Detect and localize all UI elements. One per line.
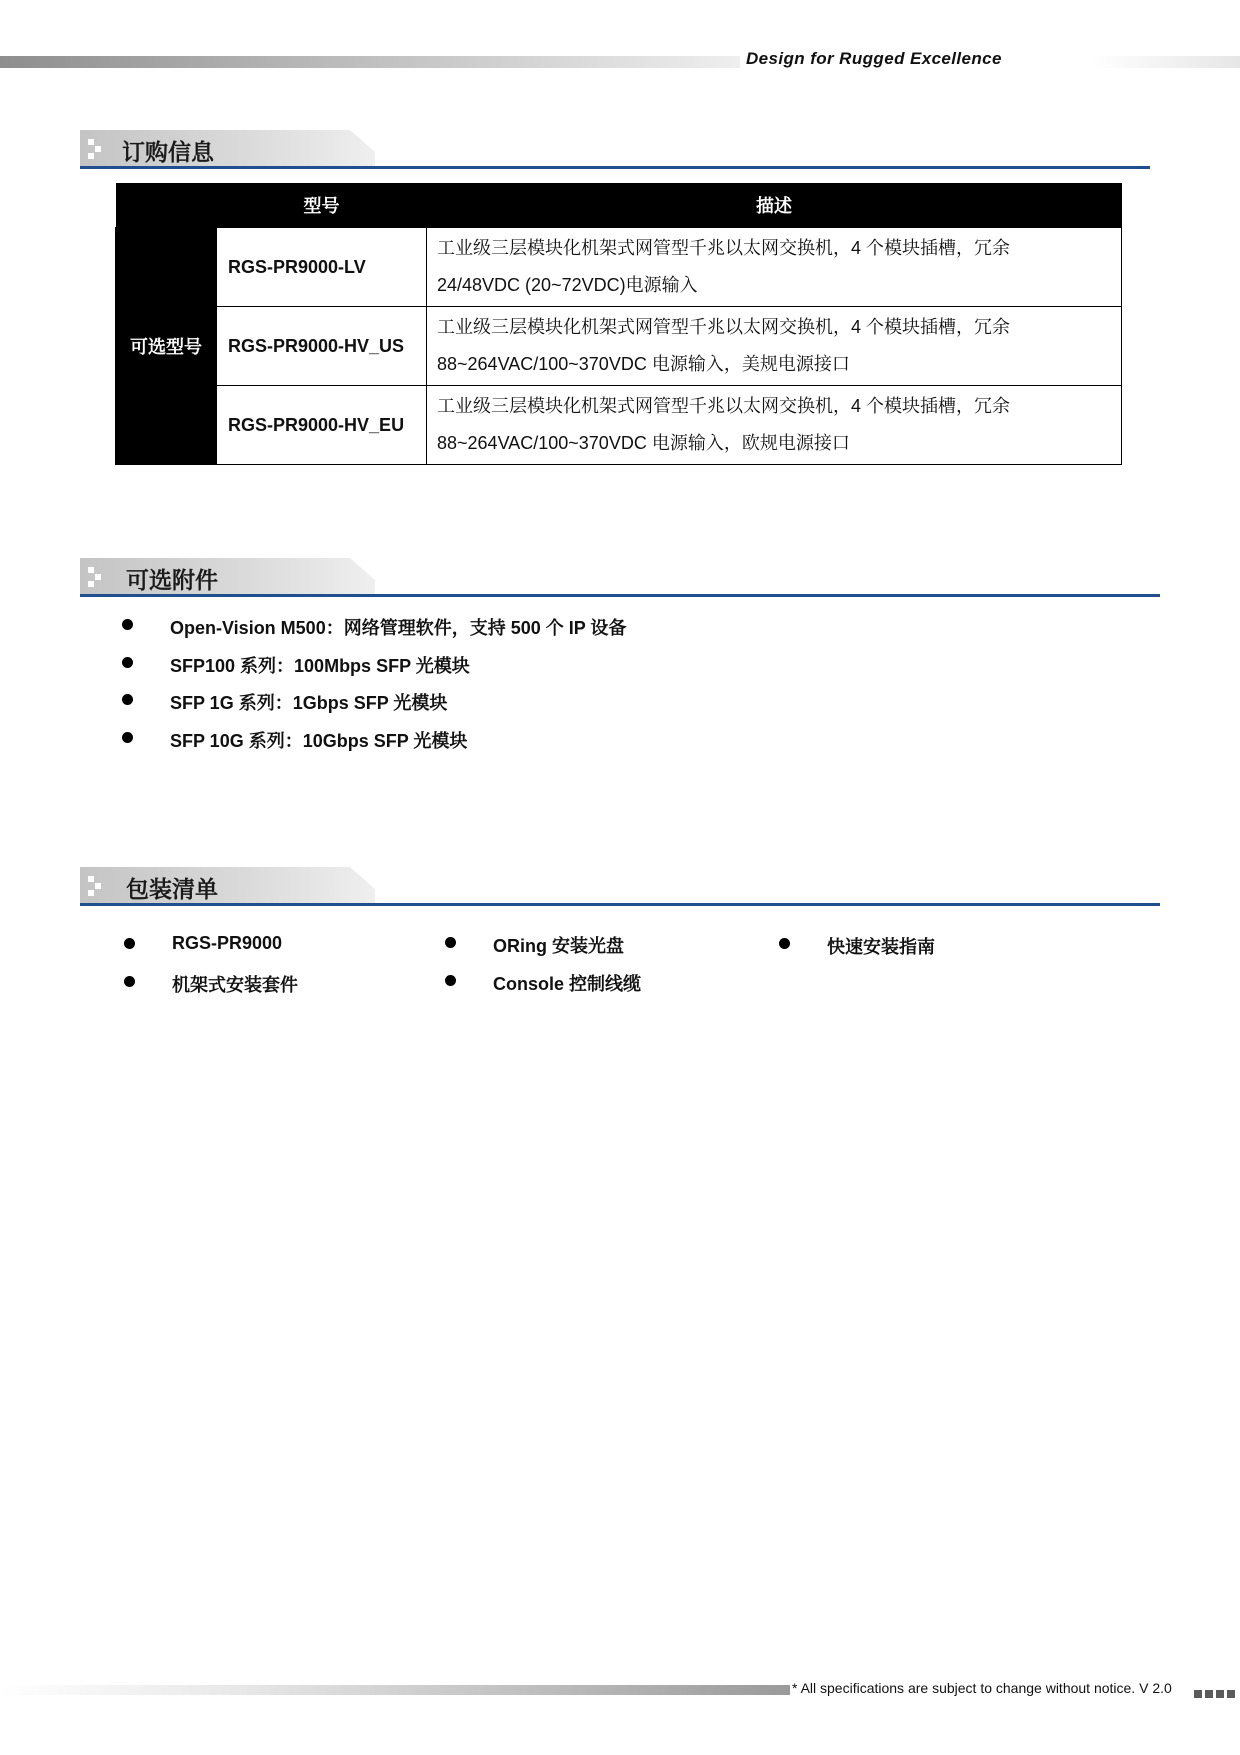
section-rule [80,166,1150,169]
section-title: 包装清单 [126,876,218,902]
section-bullet-icon [88,876,108,896]
footer-squares [1194,1685,1238,1703]
description-cell [427,228,1122,307]
footer-note: * All specifications are subject to change without notice. V 2.0 [792,1680,1172,1696]
description-line: 24/48VDC (20~72VDC)电源输入 [437,275,698,295]
bullet-dot-icon [445,975,456,986]
item-text: SFP 1G 系列：1Gbps SFP 光模块 [170,693,448,713]
bullet-dot-icon [122,657,133,668]
section-title: 订购信息 [122,139,214,165]
bullet-dot-icon [779,938,790,949]
table-row [116,386,1122,465]
section-bullet-icon [88,139,108,159]
bullet-dot-icon [124,938,135,949]
header-description: 描述 [427,183,1122,228]
section-rule [80,903,1160,906]
table-row [116,307,1122,386]
bullet-dot-icon [124,976,135,987]
item-text: RGS-PR9000 [172,933,283,953]
section-ordering-header [80,130,1150,170]
item-text: 机架式安装套件 [172,974,298,995]
description-line: 88~264VAC/100~370VDC 电源输入，欧规电源接口 [437,433,850,453]
footer-band [0,1685,790,1695]
header-empty-cell [116,183,217,228]
description-cell [427,307,1122,386]
section-tab [80,558,375,594]
table-header-row [116,183,1122,228]
item-text: Open-Vision M500：网络管理软件，支持 500 个 IP 设备 [170,618,627,638]
header-band [0,56,1240,68]
section-title: 可选附件 [126,567,218,593]
bullet-dot-icon [122,732,133,743]
item-text: SFP100 系列：100Mbps SFP 光模块 [170,655,470,676]
section-rule [80,594,1160,597]
section-package-header [80,867,1160,907]
header-model: 型号 [217,183,427,228]
group-label: 可选型号 [116,228,217,465]
description-line: 工业级三层模块化机架式网管型千兆以太网交换机，4 个模块插槽，冗余 [437,317,1011,337]
item-text: SFP 10G 系列：10Gbps SFP 光模块 [170,730,468,751]
model-cell: RGS-PR9000-HV_EU [217,386,427,465]
section-accessories-header [80,558,1160,598]
description-cell [427,386,1122,465]
ordering-table [115,183,1122,465]
section-bullet-icon [88,567,108,587]
item-text: 快速安装指南 [827,937,935,957]
description-line: 88~264VAC/100~370VDC 电源输入，美规电源接口 [437,354,850,374]
table-row [116,228,1122,307]
bullet-dot-icon [122,619,133,630]
header-tagline: Design for Rugged Excellence [740,49,1008,69]
item-text: ORing 安装光盘 [493,936,624,956]
model-cell: RGS-PR9000-HV_US [217,307,427,386]
bullet-dot-icon [445,937,456,948]
description-line: 工业级三层模块化机架式网管型千兆以太网交换机，4 个模块插槽，冗余 [437,238,1011,258]
section-tab [80,867,375,903]
bullet-dot-icon [122,694,133,705]
description-line: 工业级三层模块化机架式网管型千兆以太网交换机，4 个模块插槽，冗余 [437,396,1011,416]
model-cell: RGS-PR9000-LV [217,228,427,307]
item-text: Console 控制线缆 [493,973,642,994]
